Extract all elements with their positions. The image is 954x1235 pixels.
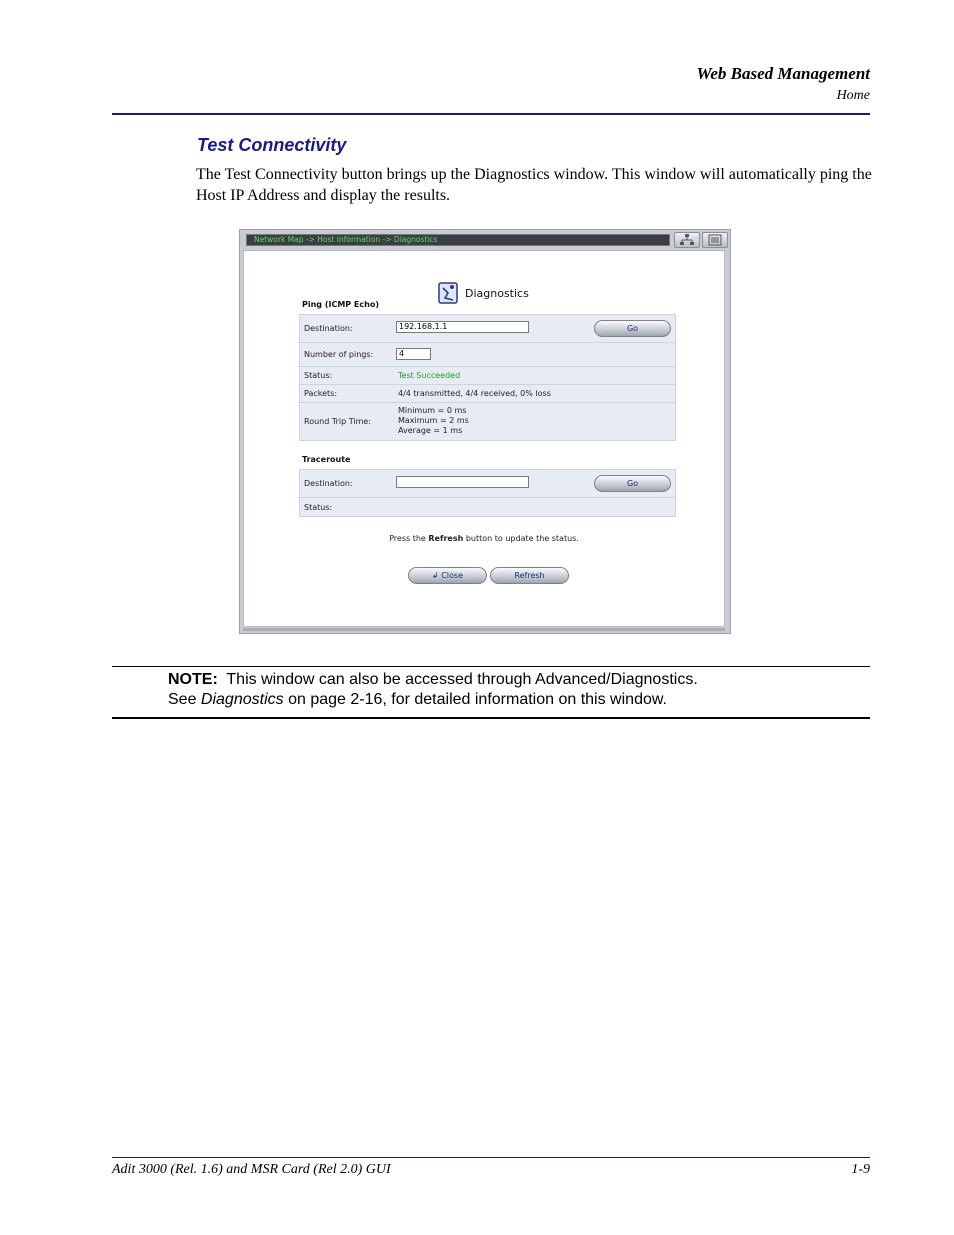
ping-packets-value: 4/4 transmitted, 4/4 received, 0% loss: [398, 389, 551, 398]
diagnostics-icon: [437, 281, 459, 305]
note-line-2-pre: See: [168, 691, 201, 708]
traceroute-go-button[interactable]: Go: [594, 475, 671, 492]
close-button-label: Close: [441, 571, 464, 580]
page-title-text: Diagnostics: [465, 286, 529, 300]
network-map-icon[interactable]: [674, 232, 700, 248]
page-number: 1-9: [851, 1162, 870, 1177]
ping-rtt-max: Maximum = 2 ms: [398, 416, 469, 425]
ping-rtt-label: Round Trip Time:: [304, 417, 371, 426]
close-button[interactable]: [408, 567, 487, 584]
ping-count-label: Number of pings:: [304, 350, 374, 359]
ping-count-row: [300, 343, 675, 367]
diagnostics-window-screenshot: [239, 229, 731, 634]
note-line-2-post: on page 2-16, for detailed information on this window.: [283, 691, 667, 708]
window-bottom-bar: [243, 628, 725, 631]
footer-title: Adit 3000 (Rel. 1.6) and MSR Card (Rel 2.0) GUI: [112, 1162, 391, 1177]
ping-destination-label: Destination:: [304, 324, 353, 333]
ping-count-input[interactable]: 4: [396, 348, 431, 360]
traceroute-status-label: Status:: [304, 503, 333, 512]
running-header-title: Web Based Management: [696, 64, 870, 83]
return-arrow-icon: ↲: [431, 571, 439, 580]
ping-destination-row: [300, 315, 675, 343]
refresh-hint-pre: Press the: [389, 534, 429, 543]
traceroute-destination-row: [300, 470, 675, 498]
note-bottom-rule: [112, 717, 870, 719]
window-content: [243, 250, 725, 627]
ping-status-value: Test Succeeded: [398, 371, 461, 380]
ping-destination-input[interactable]: 192.168.1.1: [396, 321, 529, 333]
page-title: [437, 281, 529, 305]
header-rule: [112, 113, 870, 115]
ping-rtt-min: Minimum = 0 ms: [398, 406, 467, 415]
section-body: The Test Connectivity button brings up the Diagnostics window. This window will automatically ping the Host IP Address and display the results.: [196, 166, 872, 204]
ping-packets-label: Packets:: [304, 389, 338, 398]
note-line-1: This window can also be accessed through Advanced/Diagnostics.: [226, 671, 698, 688]
ping-table: [299, 314, 676, 441]
traceroute-table: [299, 469, 676, 517]
refresh-hint-post: button to update the status.: [463, 534, 579, 543]
footer-rule: [112, 1157, 870, 1158]
ping-rtt-avg: Average = 1 ms: [398, 426, 463, 435]
ping-status-label: Status:: [304, 371, 333, 380]
ping-status-row: [300, 367, 675, 385]
traceroute-destination-input[interactable]: [396, 476, 529, 488]
ping-group-label: Ping (ICMP Echo): [302, 300, 379, 309]
refresh-button[interactable]: Refresh: [490, 567, 569, 584]
note-label: NOTE:: [168, 671, 218, 688]
note-top-rule: [112, 666, 870, 667]
section-title: Test Connectivity: [197, 135, 347, 155]
running-header-subtitle: Home: [836, 88, 870, 103]
breadcrumb[interactable]: Network Map -> Host Information -> Diagnostics: [246, 234, 670, 246]
traceroute-status-row: [300, 498, 675, 516]
traceroute-group-label: Traceroute: [302, 455, 351, 464]
note-box: [168, 670, 868, 710]
note-line-2-link: Diagnostics: [200, 691, 284, 708]
traceroute-destination-label: Destination:: [304, 479, 353, 488]
ping-packets-row: [300, 385, 675, 403]
refresh-hint: [244, 534, 724, 543]
refresh-hint-bold: Refresh: [428, 534, 464, 543]
ping-go-button[interactable]: Go: [594, 320, 671, 337]
ping-rtt-row: [300, 403, 675, 440]
list-icon[interactable]: [702, 232, 728, 248]
